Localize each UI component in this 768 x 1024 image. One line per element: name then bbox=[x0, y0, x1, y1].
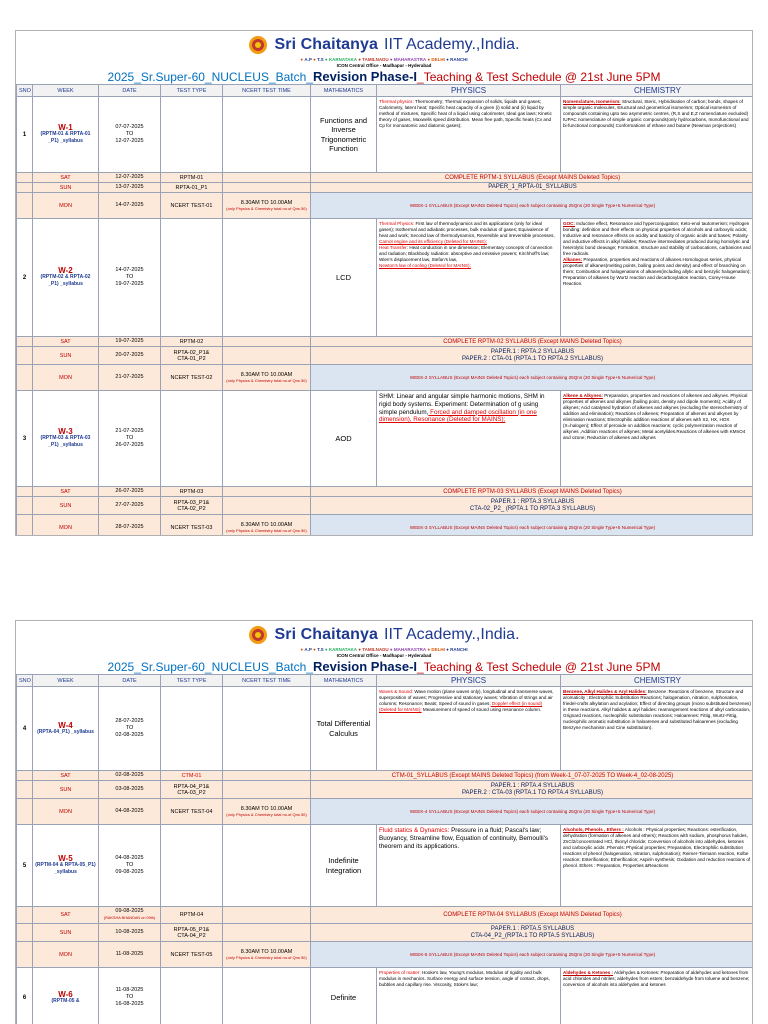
sun-row: SUN 27-07-2025 RPTA-03_P1& CTA-02_P2 PAPER.1 : RPTA.3 SYLLABUS CTA-02_P2_ (RPTA.1 TO RPTA.3 SYLLABUS) bbox=[17, 497, 754, 515]
schedule-page-1 bbox=[15, 30, 753, 536]
table-header-row: SNO WEEK DATE TEST TYPE NCERT TEST TIME MATHEMATICS PHYSICS CHEMISTRY bbox=[17, 675, 754, 687]
brand-name: Sri Chaitanya bbox=[274, 626, 379, 643]
week-row: 3 W-3 (RPTM-03 & RPTA-03 _P1) _syllabus 21-07-2025 TO 26-07-2025 AOD SHM: Linear and angular simple harmonic motions, SHM in rigid body systems. Experiment: Determination of g using simple pendulum, Forced and damped oscillation (in one dimension), Resonance (Deleted for MAINS); Alkene & Alkynes: Preparation, properties and reactions of alkenes and alkynes. Physical properties of alkenes and alkynes (boiling point, density and dipole moments); Acidity of alkynes; Acid catalysed hydration of alkenes and alkynes (excluding the stereochemistry of addition and elimination); Reactions of alkenes; Preparation of alkenes and alkynes by elimination reactions; Electrophilic addition reactions of alkenes with X2, HX, HOX (X=halogen); Effect of peroxide on addition reactions; cyclic polymerization reaction of alkynes ,Addition reactions of alkynes; Metal acetylides.Reactions of alkenes with KMnO4 and ozone; Reduction of alkenes and alkynes bbox=[17, 391, 754, 487]
schedule-title: 2025_Sr.Super-60_NUCLEUS_Batch_Revision Phase-I_Teaching & Test Schedule @ 21st June 5PM bbox=[107, 659, 661, 674]
sat-row: SAT 09-08-2025 (RAKSHA BHANDAN on 09th) RPTM-04 COMPLETE RPTM-04 SYLLABUS (Except MAINS Deleted Topics) bbox=[17, 907, 754, 924]
states-line: ● A.P ● T.S ● KARNATAKA ● TAMILNADU ● MAHARASTRA ● DELHI ● RANCHI bbox=[300, 57, 468, 62]
schedule-table-2 bbox=[16, 674, 753, 1024]
mon-row: MON 21-07-2025 NCERT TEST-02 8.30AM TO 10.00AM (only Physics & Chemistry total no.of Qns 50) WEEK-2 SYLLABUS (Except MAINS Deleted Topics) each subject containing 25Qns (20 Single Type+5 Numerical Type) bbox=[17, 365, 754, 391]
brand-subtitle: IIT Academy.,India. bbox=[384, 36, 520, 53]
schedule-table-1 bbox=[16, 84, 753, 536]
sun-row: SUN 20-07-2025 RPTA-02_P1& CTA-01_P2 PAPER.1 : RPTA.2 SYLLABUS PAPER.2 : CTA-01 (RPTA.1 TO RPTA.2 SYLLABUS) bbox=[17, 347, 754, 365]
week-row: 1 W-1 (RPTM-01 & RPTA-01 _P1) _syllabus 07-07-2025 TO 12-07-2025 Functions and Inverse Trigonometric Function Thermal physics: Thermometry; Thermal expansion of solids, liquids and gases; Calorimetry, latent heat; Specific heat capacity of a given (i) solid and (ii) liquid by method of mixtures, Specific heat of a liquid using calorimeter, Ideal gas laws; Kinetic theory of gases, Maxwells speed distribution. Mean free path, Specific heats (Cv and Cp for monoatomic and diatomic gases); Nomenclature, Isomerism: Structural, Steric, Hybridisation of carbon; bonds, shapes of simple organic molecules, structural and geometrical isomerism; Optical isomerism of compounds containing upto two asymmetric centres, (R,S and E,Z nomenclature excluded) IUPAC nomenclature of simple organic compounds(only hydrocarbons, monofunctional and bi-functional compounds) Conformations of ethane and butane (Newman projections) bbox=[17, 97, 754, 173]
table-header-row: SNO WEEK DATE TEST TYPE NCERT TEST TIME MATHEMATICS PHYSICS CHEMISTRY bbox=[17, 85, 754, 97]
sun-row: SUN 03-08-2025 RPTA-04_P1& CTA-03_P2 PAPER.1 : RPTA.4 SYLLABUS PAPER.2 : CTA-03 (RPTA.1 TO RPTA.4 SYLLABUS) bbox=[17, 781, 754, 799]
schedule-page-2 bbox=[15, 620, 753, 1024]
mon-row: MON 14-07-2025 NCERT TEST-01 8.30AM TO 10.00AM (only Physics & Chemistry total no.of Qns 50) WEEK-1 SYLLABUS (Except MAINS Deleted Topics) each subject containing 25Qns (20 Single Type+5 Numerical Type) bbox=[17, 193, 754, 219]
sat-row: SAT 02-08-2025 CTM-01 CTM-01_SYLLABUS (Except MAINS Deleted Topics) (from Week-1_07-07-2025 TO Week-4_02-08-2025) bbox=[17, 771, 754, 781]
week-row: 4 W-4 (RPTA-04_P1) _syllabus 28-07-2025 TO 02-08-2025 Total Differential Calculus Waves & Sound: Wave motion (plane waves only), longitudinal and transverse waves, superposition of waves; Progressive and stationary waves; Vibration of strings and air columns; Resonance; Beats; Speed of sound in gases; Doppler effect (in sound) (Deleted for MAINS); Measurement of speed of sound using resonance column. Benzene, Alkyl Halides & Aryl Halides: Benzene :Reactions of benzene, Structure and aromaticity ; Electrophilic Substitution Reactions; halogenation, nitration, sulphonation, friedel-crafts alkylation and acylation; Effect of directing groups (mono substituted benzenes) in these reactions. Alkyl halides & aryl halides: rearrangement reactions of alkyl carbocation, Grignard reactions, nucleophilic substitution reactions; Haloarenes: Fittig, Wurtz-Fittig, nucleophilic aromatic substitution in haloarenes and substituted haloarenes (excluding Benzyne mechanism and Cine substitution). bbox=[17, 687, 754, 771]
week-row: 6 W-6 (RPTM-05 & 11-08-2025 TO 16-08-2025 Definite Properties of matter: Hooke's law, Young's modulus, Modulus of rigidity and bulk modulus in mechanics. Surface energy and surface tension, angle of contact, drops, bubbles and capillary rise. Viscosity, Stoke's law; Aldehydes & Ketones : Aldehydes & Ketones: Preparation of aldehydes and ketones from acid chlorides and nitriles; aldehydes from esters; benzaldehyde from toluene and benzene; conversion of alcohols into aldehydes and ketones bbox=[17, 968, 754, 1024]
sun-row: SUN 10-08-2025 RPTA-05_P1& CTA-04_P2 PAPER.1 : RPTA.5 SYLLABUS CTA-04_P2_(RPTA.1 TO RPTA.5 SYLLABUS) bbox=[17, 924, 754, 942]
sri-chaitanya-logo-icon bbox=[248, 35, 268, 55]
schedule-title: 2025_Sr.Super-60_NUCLEUS_Batch_Revision Phase-I_Teaching & Test Schedule @ 21st June 5PM bbox=[107, 69, 661, 84]
sun-row: SUN 13-07-2025 RPTA-01_P1 PAPER_1_RPTA-01_SYLLABUS bbox=[17, 183, 754, 193]
brand-name: Sri Chaitanya bbox=[274, 36, 379, 53]
office-line: ICON Central Office - Madhapur - Hyderabad bbox=[336, 63, 432, 68]
sri-chaitanya-logo-icon bbox=[248, 625, 268, 645]
office-line: ICON Central Office - Madhapur - Hyderabad bbox=[336, 653, 432, 658]
mon-row: MON 28-07-2025 NCERT TEST-03 8.30AM TO 10.00AM (only Physics & Chemistry total no.of Qns 50) WEEK-3 SYLLABUS (Except MAINS Deleted Topics) each subject containing 25Qns (20 Single Type+5 Numerical Type) bbox=[17, 515, 754, 537]
mon-row: MON 11-08-2025 NCERT TEST-05 8.30AM TO 10.00AM (only Physics & Chemistry total no.of Qns 50) WEEK-5 SYLLABUS (Except MAINS Deleted Topics) each subject containing 25Qns (20 Single Type+5 Numerical Type) bbox=[17, 942, 754, 968]
week-row: 2 W-2 (RPTM-02 & RPTA-02 _P1) _syllabus 14-07-2025 TO 19-07-2025 LCD Thermal Physics: First law of thermodynamics and its applications (only for ideal gases); Isothermal and adiabatic processes, bulk modulus of gases; Equivalence of heat and work; Second law of thermodynamics, Reversible and irreversible processes, Carnot engine and its efficiency (Deleted for MAINS); Heat Transfer: Heat conduction in one dimension; Elementary concepts of convection and radiation; Blackbody radiation: absorptive and emissive powers; Kirchhoff's law; Wien's displacement law, Stefan's law, Newton's law of cooling (Deleted for MAINS); GOC: Inductive effect, Resonance and hyperconjugation; Keto-enol tautomerism; Hydrogen bonding: definition and their effects on physical properties of alcohols and carboxylic acids; Inductive and resonance effects on acidity and basicity of organic acids and bases; Polarity and inductive effects in alkyl halides; Reactive intermediates produced during homolytic and heterolytic bond cleavage; Formation, structure and stability of carbocations, carbanions and free radicals. Alkanes: Preparation, properties and reactions of alkanes.Homologous series, physical properties of alkanes(melting points, boiling points and density) and effect of branching on them; Combustion and halogenations of alkanes(including allylic and benzylic halogenation); Preparation of alkanes by Wurtz reaction and decarboxylation reaction, Corey-House Reaction. bbox=[17, 219, 754, 337]
brand-subtitle: IIT Academy.,India. bbox=[384, 626, 520, 643]
brand-header bbox=[16, 31, 752, 57]
week-row: 5 W-5 (RPTM-04 & RPTA-05_P1) _syllabus 04-08-2025 TO 09-08-2025 Indefinite Integration Fluid statics & Dynamics: Pressure in a fluid; Pascal's law; Buoyancy, Streamline flow, Equation of continuity, Bernoulli's theorem and its applications. Alcohols, Phenols , Ethers : Alcohols : Physical properties; Reactions: esterification, dehydration (formation of alkenes and ethers); Reactions with sodium, phosphorus halides, ZnCl2/concentrated HCl, thionyl chloride; Conversion of alcohols into aldehydes, ketones and carboxylic acids .Phenols: Physical properties; Preparation, Electrophilic substitution reactions of phenol (halogenation, nitration, sulphonation); Reimer-Tiemann reaction, Kolbe reaction; Esterification; Etherification; Aspirin synthesis; Oxidation and reduction reactions of phenol. Ethers : Preparation, Properties &Reactions bbox=[17, 825, 754, 907]
mon-row: MON 04-08-2025 NCERT TEST-04 8.30AM TO 10.00AM (only Physics & Chemistry total no.of Qns 50) WEEK-4 SYLLABUS (Except MAINS Deleted Topics) each subject containing 25Qns (20 Single Type+5 Numerical Type) bbox=[17, 799, 754, 825]
sat-row: SAT 26-07-2025 RPTM-03 COMPLETE RPTM-03 SYLLABUS (Except MAINS Deleted Topics) bbox=[17, 487, 754, 497]
sat-row: SAT 12-07-2025 RPTM-01 COMPLETE RPTM-1 SYLLABUS (Except MAINS Deleted Topics) bbox=[17, 173, 754, 183]
sat-row: SAT 19-07-2025 RPTM-02 COMPLETE RPTM-02 SYLLABUS (Except MAINS Deleted Topics) bbox=[17, 337, 754, 347]
brand-header bbox=[16, 621, 752, 647]
states-line: ● A.P ● T.S ● KARNATAKA ● TAMILNADU ● MAHARASTRA ● DELHI ● RANCHI bbox=[300, 647, 468, 652]
